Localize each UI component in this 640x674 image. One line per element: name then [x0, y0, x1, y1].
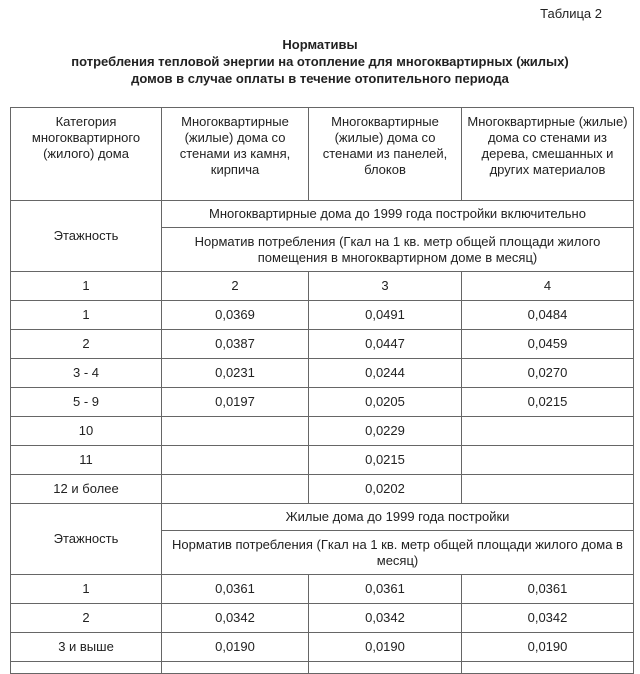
floors-cell: 3 и выше [11, 633, 162, 662]
column-header: Многоквартирные (жилые) дома со стенами из дерева, смешанных и других материалов [462, 108, 634, 201]
table-row-partial [11, 662, 634, 674]
period-label: Многоквартирные дома до 1999 года постройки включительно [162, 201, 634, 228]
floors-cell: 5 - 9 [11, 388, 162, 417]
column-number: 4 [462, 272, 634, 301]
norm-label: Норматив потребления (Гкал на 1 кв. метр общей площади жилого помещения в многоквартирном доме в месяц) [162, 228, 634, 272]
value-cell: 0,0342 [162, 604, 309, 633]
value-cell: 0,0387 [162, 330, 309, 359]
floors-cell: 1 [11, 575, 162, 604]
column-header: Категория многоквартирного (жилого) дома [11, 108, 162, 201]
value-cell [162, 417, 309, 446]
section-header-row [11, 201, 634, 228]
title-line: потребления тепловой энергии на отопление для многоквартирных (жилых) [71, 54, 569, 69]
table-row [11, 446, 634, 475]
value-cell: 0,0205 [309, 388, 462, 417]
table-row [11, 330, 634, 359]
empty-cell [162, 662, 309, 674]
floors-label: Этажность [11, 504, 162, 575]
table-row [11, 475, 634, 504]
floors-label: Этажность [11, 201, 162, 272]
norm-label: Норматив потребления (Гкал на 1 кв. метр общей площади жилого дома в месяц) [162, 531, 634, 575]
norms-table [10, 107, 634, 674]
value-cell [462, 417, 634, 446]
table-number: Таблица 2 [540, 6, 602, 21]
floors-cell: 2 [11, 604, 162, 633]
column-header: Многоквартирные (жилые) дома со стенами из камня, кирпича [162, 108, 309, 201]
table-row [11, 575, 634, 604]
empty-cell [11, 662, 162, 674]
value-cell: 0,0369 [162, 301, 309, 330]
table-row [11, 417, 634, 446]
value-cell: 0,0229 [309, 417, 462, 446]
table-row [11, 359, 634, 388]
value-cell: 0,0361 [309, 575, 462, 604]
period-label: Жилые дома до 1999 года постройки [162, 504, 634, 531]
value-cell: 0,0197 [162, 388, 309, 417]
floors-cell: 1 [11, 301, 162, 330]
column-number: 1 [11, 272, 162, 301]
value-cell: 0,0231 [162, 359, 309, 388]
column-number: 3 [309, 272, 462, 301]
value-cell [462, 446, 634, 475]
value-cell: 0,0215 [309, 446, 462, 475]
value-cell [162, 475, 309, 504]
table-row [11, 604, 634, 633]
value-cell: 0,0190 [162, 633, 309, 662]
empty-cell [462, 662, 634, 674]
column-header: Многоквартирные (жилые) дома со стенами из панелей, блоков [309, 108, 462, 201]
floors-cell: 10 [11, 417, 162, 446]
table-row [11, 388, 634, 417]
empty-cell [309, 662, 462, 674]
page-title [0, 36, 640, 87]
value-cell: 0,0361 [162, 575, 309, 604]
value-cell: 0,0342 [462, 604, 634, 633]
value-cell: 0,0190 [309, 633, 462, 662]
value-cell: 0,0215 [462, 388, 634, 417]
floors-cell: 2 [11, 330, 162, 359]
section-header-row [11, 504, 634, 531]
value-cell: 0,0244 [309, 359, 462, 388]
floors-cell: 11 [11, 446, 162, 475]
value-cell: 0,0270 [462, 359, 634, 388]
header-row [11, 108, 634, 201]
title-line: Нормативы [282, 37, 358, 52]
value-cell: 0,0361 [462, 575, 634, 604]
value-cell: 0,0202 [309, 475, 462, 504]
value-cell: 0,0342 [309, 604, 462, 633]
title-line: домов в случае оплаты в течение отопительного периода [131, 71, 509, 86]
value-cell: 0,0190 [462, 633, 634, 662]
value-cell: 0,0491 [309, 301, 462, 330]
value-cell: 0,0484 [462, 301, 634, 330]
value-cell [462, 475, 634, 504]
column-number: 2 [162, 272, 309, 301]
table-row [11, 301, 634, 330]
value-cell: 0,0447 [309, 330, 462, 359]
column-number-row [11, 272, 634, 301]
value-cell: 0,0459 [462, 330, 634, 359]
value-cell [162, 446, 309, 475]
floors-cell: 3 - 4 [11, 359, 162, 388]
table-row [11, 633, 634, 662]
floors-cell: 12 и более [11, 475, 162, 504]
